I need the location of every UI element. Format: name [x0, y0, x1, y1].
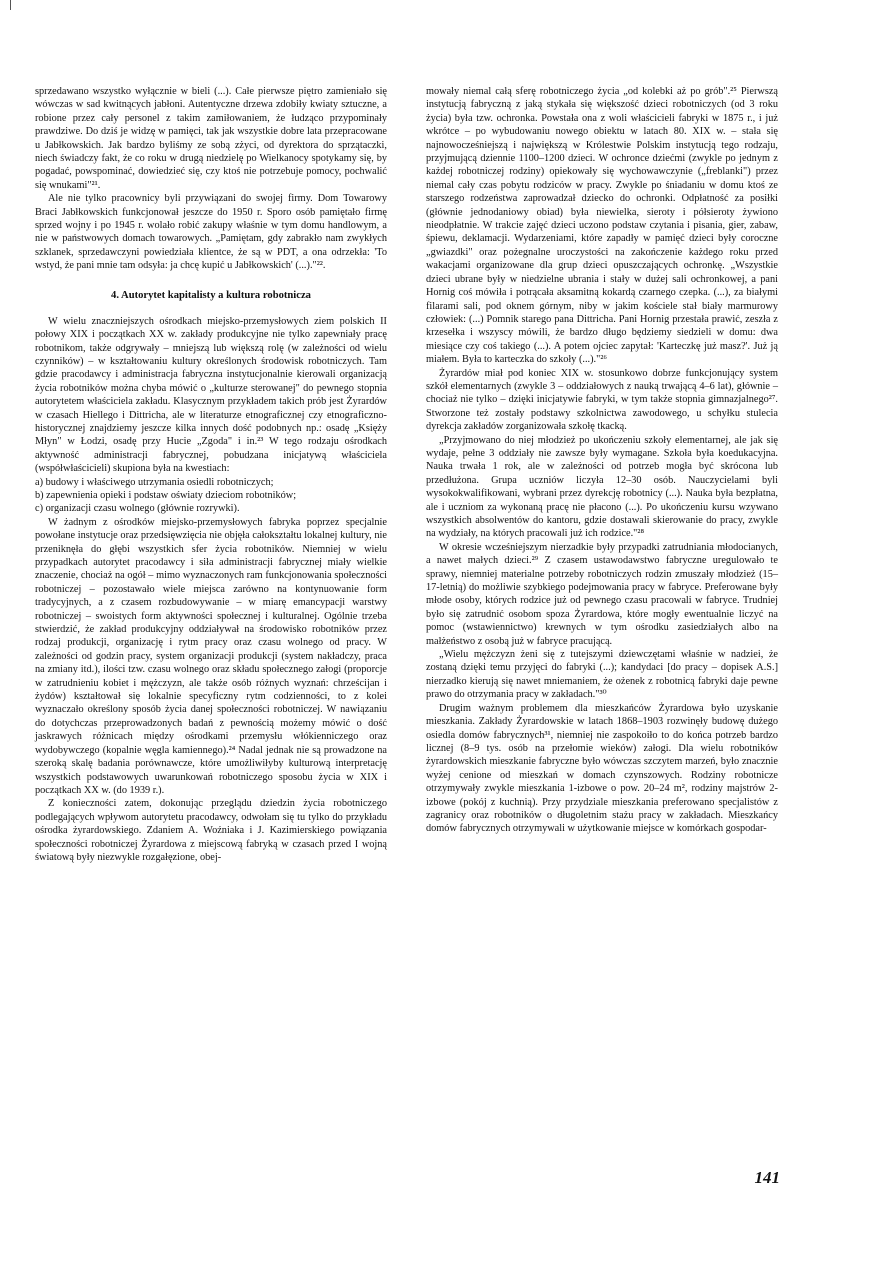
paragraph: W okresie wcześniejszym nierzadkie były przypadki zatrudniania młodocianych, a nawet małych dzieci.²⁹ Z czasem ustawodawstwo fabryczne uregulowało te sprawy, niemniej materialne potrzeby robotniczych rodzin zmuszały młodzież (15–17-letnią) do możliwie szybkiego podejmowania pracy w fabryce. Preferowane były młode osoby, których rodzice już od pewnego czasu pracowali w fabryce. Trudniej było się zatrudnić osobom spoza Żyrardowa, które mogły ewentualnie liczyć na pomoc (wstawiennictwo) krewnych w tym ośrodku zasiedziałych albo na małżeństwo z osobą już w fabryce pracującą.: [426, 541, 778, 647]
margin-mark: [10, 0, 11, 10]
right-column: [426, 85, 778, 836]
paragraph: Drugim ważnym problemem dla mieszkańców Żyrardowa było uzyskanie mieszkania. Zakłady Żyrardowskie w latach 1868–1903 rozwinęły budowę dużego osiedla domów fabrycznych³¹, niemniej nie zaspokoiło to do końca potrzeb bardzo licznej (8–9 tys. osób na przełomie wieków) załogi. Dla wielu robotników żyrardowskich mieszkanie fabryczne było wówczas szczytem marzeń, było znacznie wyżej cenione od mieszkań w domach czynszowych. Rodziny robotnicze otrzymywały zwykle mieszkania 1-izbowe o pow. 20–24 m², rodziny majstrów 2-izbowe (pokój z kuchnią). Przy przydziale mieszkania preferowano specjalistów z zagranicy oraz robotników o długoletnim stażu pracy w zakładach. Mieszkańcy domów fabrycznych otrzymywali w użytkowanie miejsce w komórkach gospodar-: [426, 702, 778, 835]
left-column: [35, 85, 387, 864]
paragraph: W wielu znaczniejszych ośrodkach miejsko-przemysłowych ziem polskich II połowy XIX i początkach XX w. zakłady produkcyjne nie tylko zapewniały pracę robotnikom, także odgrywały – mniejszą lub większą rolę (w zależności od wielu czynników) – w kształtowaniu kultury określonych środowisk robotniczych. Tam gdzie pracodawcy i administracja fabryczna instytucjonalnie kierowali organizacją życia robotników można chyba mówić o „kulturze sterowanej" do pewnego stopnia autorytetem właściciela zakładu. Klasycznym przykładem takich prób jest Żyrardów w czasach Hiellego i Dittricha, ale w literaturze etnograficznej czy etnograficzno-historycznej znajdziemy jeszcze kilka innych dość podobnych np.: osadę „Księży Młyn" w Łodzi, osadę przy Hucie „Zgoda" i in.²³ W tego rodzaju ośrodkach aktywność administracji fabrycznej, pobudzana inicjatywą właściciela (współwłaścicieli) skupiona była na kwestiach:: [35, 315, 387, 475]
paragraph: mowały niemal całą sferę robotniczego życia „od kolebki aż po grób".²⁵ Pierwszą instytucją fabryczną z jaką stykała się większość dzieci robotniczych (od 3 roku życia) była tzw. ochronka. Powstała ona z woli właścicieli fabryki w 1875 r., i już wkrótce – po wybudowaniu nowego obiektu w latach 80. XIX w. – stała się najnowocześniejszą i największą w Królestwie Polskim instytucją tego rodzaju, przyjmującą dziennie 1100–1200 dzieci. W ochronce dziećmi (zwykle po jednym z każdej robotniczej rodziny) opiekowały się wychowawczynie („freblanki") przez niemal cały czas pobytu rodziców w pracy. Zwykle po śniadaniu w domu ktoś ze starszego rodzeństwa zaprowadzał dziecko do ochronki. Odpłatność za posiłki (głównie jednodaniowy obiad) była niewielka, sieroty i półsieroty żywiono nieodpłatnie. W trakcie zajęć dzieci uczono podstaw czytania i pisania, gier, zabaw, śpiewu, deklamacji. Wydarzeniami, które zapadły w pamięć dzieci były coroczne „gwiazdki" oraz pożegnalne uroczystości na zakończenie każdego roku przed wakacjami organizowane dla grup dzieci opuszczających ochronkę. „Wszystkie dzieci ubrane były w niedzielne ubrania i stały w dużej sali ochronkowej, a pani Hornig coś mówiła i potrącała aksamitną kokardą czarnego czepka. (...), za białymi filarami sali, pod oknem górnym, niby w jakim kościele stał biały marmurowy człowiek: (...) Pomnik starego pana Dittricha. Pani Hornig przestała prawić, zeszła z krzesełka i wszyscy mówili, że bardzo długo będziemy siedzieli w domu: dwa miesiące czy coś takiego (...). A potem ojciec zapytał: 'Karteczkę już masz?'. Już ją miałem. Była to karteczka do szkoły (...)."²⁶: [426, 86, 778, 366]
paragraph: sprzedawano wszystko wyłącznie w bieli (...). Całe pierwsze piętro zamieniało się wówczas w sad kwitnących jabłoni. Autentyczne drzewa zdobiły kwiaty sztuczne, a robione przez cały personel z takim zamiłowaniem, że łudząco przypominały prawdziwe. Do dziś je widzę w pamięci, tak jak wszystkie dobre lata przepracowane u Jabłkowskich. Jak bardzo byliśmy ze sobą zżyci, od dyrektora do sprzątaczki, niech świadczy fakt, że co roku w drugą niedzielę po Wielkanocy spotykamy się, by pogadać, powspominać, dowiedzieć się, czy ktoś nie potrzebuje pomocy, pochwalić się wnukami"²¹.: [35, 86, 387, 191]
paragraph: „Wielu mężczyzn żeni się z tutejszymi dziewczętami właśnie w nadziei, że zostaną dzięki temu przyjęci do fabryki (...); kandydaci [do pracy – dopisek A.S.] nierzadko kierują się nawet mniemaniem, że ożenek z robotnicą fabryki daje pewne prawo do otrzymania pracy w zakładach."³⁰: [426, 649, 778, 701]
paragraph: Ale nie tylko pracownicy byli przywiązani do swojej firmy. Dom Towarowy Braci Jabłkowskich funkcjonował jeszcze do 1950 r. Sporo osób pamiętało firmę sprzed wojny i po 1945 r. wolało robić zakupy właśnie w tym domu handlowym, a nie w państwowych domach towarowych. „Pamiętam, gdy zabrakło nam zwykłych szklanek, sprzedawczyni powiedziała klientce, że są w PDT, a ona odrzekła: 'To wstyd, że pani mnie tam odsyła: ja chcę kupić u Jabłkowskich' (...)."²².: [35, 193, 387, 272]
list-item: a) budowy i właściwego utrzymania osiedli robotniczych;: [35, 476, 274, 488]
topic-list: [35, 476, 387, 516]
page-number: 141: [754, 1168, 780, 1187]
paragraph: Żyrardów miał pod koniec XIX w. stosunkowo dobrze funkcjonujący system szkół elementarnych (zwykle 3 – oddziałowych z nauką trwającą 4–6 lat), głównie – chociaż nie tylko – dzięki inicjatywie fabryki, w tym także stopnia gimnazjalnego²⁷. Stworzone też zostały podstawy szkolnictwa zawodowego, u schyłku stulecia dyrekcja zakładów zorganizowała szkołę tkacką.: [426, 367, 778, 433]
list-item: b) zapewnienia opieki i podstaw oświaty dzieciom robotników;: [35, 489, 297, 501]
paragraph: „Przyjmowano do niej młodzież po ukończeniu szkoły elementarnej, ale jak się wydaje, pełne 3 oddziały nie zawsze były wymagane. Szkoła była koedukacyjna. Nauka trwała 1 rok, ale w zależności od potrzeb mogła być skrócona lub przedłużona. Grupa uczniów liczyła 12–30 osób. Nauczycielami byli wysokokwalifikowani, wybrani przez dyrekcję robotnicy (...). Nauka była bezpłatna, ale i uczniom za wykonaną pracę nie płacono (...). Po ukończeniu kursu wzywano wszystkich absolwentów do kantoru, gdzie dostawali skierowanie do pracy, zwykle na wydziały, na których pracowali już ich rodzice."²⁸: [426, 434, 778, 540]
section-heading: 4. Autorytet kapitalisty a kultura robotnicza: [111, 289, 311, 301]
paragraph: Z konieczności zatem, dokonując przeglądu dziedzin życia robotniczego podlegających wpływom autorytetu pracodawcy, odwołam się tu tylko do przykładu ośrodka żyrardowskiego. Zdaniem A. Woźniaka i J. Kazimierskiego powiązania społeczności robotniczej Żyrardowa z miejscową fabryką w czasach przed I wojną światową były niezwykle rozgałęzione, obej-: [35, 798, 387, 863]
list-item: c) organizacji czasu wolnego (głównie rozrywki).: [35, 503, 240, 515]
paragraph: W żadnym z ośrodków miejsko-przemysłowych fabryka poprzez specjalnie powołane instytucje oraz przedsięwzięcia nie objęła całokształtu lokalnej kultury, nie przeniknęła do głębi wszystkich sfer życia robotników. Niemniej w wielu przypadkach autorytet pracodawcy i siła administracji fabrycznej miały wielkie znaczenie, chociaż na ogół – mimo wyznaczonych ram funkcjonowania społeczności robotniczej – pozostawało wiele miejsca zarówno na kontynuowanie form tradycyjnych, a z czasem rozbudowywanie – w miarę emancypacji warstwy robotniczej – swoistych form aktywności społecznej i kulturalnej. Ogólnie trzeba stwierdzić, że zakład produkcyjny oddziaływał na środowisko robotników przez rodzaj produkcji, organizację i rytm pracy oraz czasu wolnego od pracy. W zależności od godzin pracy, system organizacji produkcji (system nakładczy, praca na zmiany itd.), ilości tzw. czasu wolnego oraz składu społecznego załogi (proporcje w zatrudnieniu kobiet i mężczyzn, ale także osób różnych wyznań: chrześcijan i żydów) kształtował się lokalnie specyficzny rytm codzienności, to z kolei wyznaczało określony sposób życia danej społeczności robotniczej. W nawiązaniu do dotychczas przeprowadzonych badań z pewnością możemy mówić o dość jaskrawych różnicach między ośrodkami przemysłu włókienniczego oraz wydobywczego (kopalnie węgla kamiennego).²⁴ Nadal jednak nie są prowadzone na szeroką skalę badania porównawcze, które umożliwiłyby kulturową interpretację wszystkich podstawowych uwarunkowań robotniczego sposobu życia w XIX i początkach XX w. (do 1939 r.).: [35, 516, 387, 796]
